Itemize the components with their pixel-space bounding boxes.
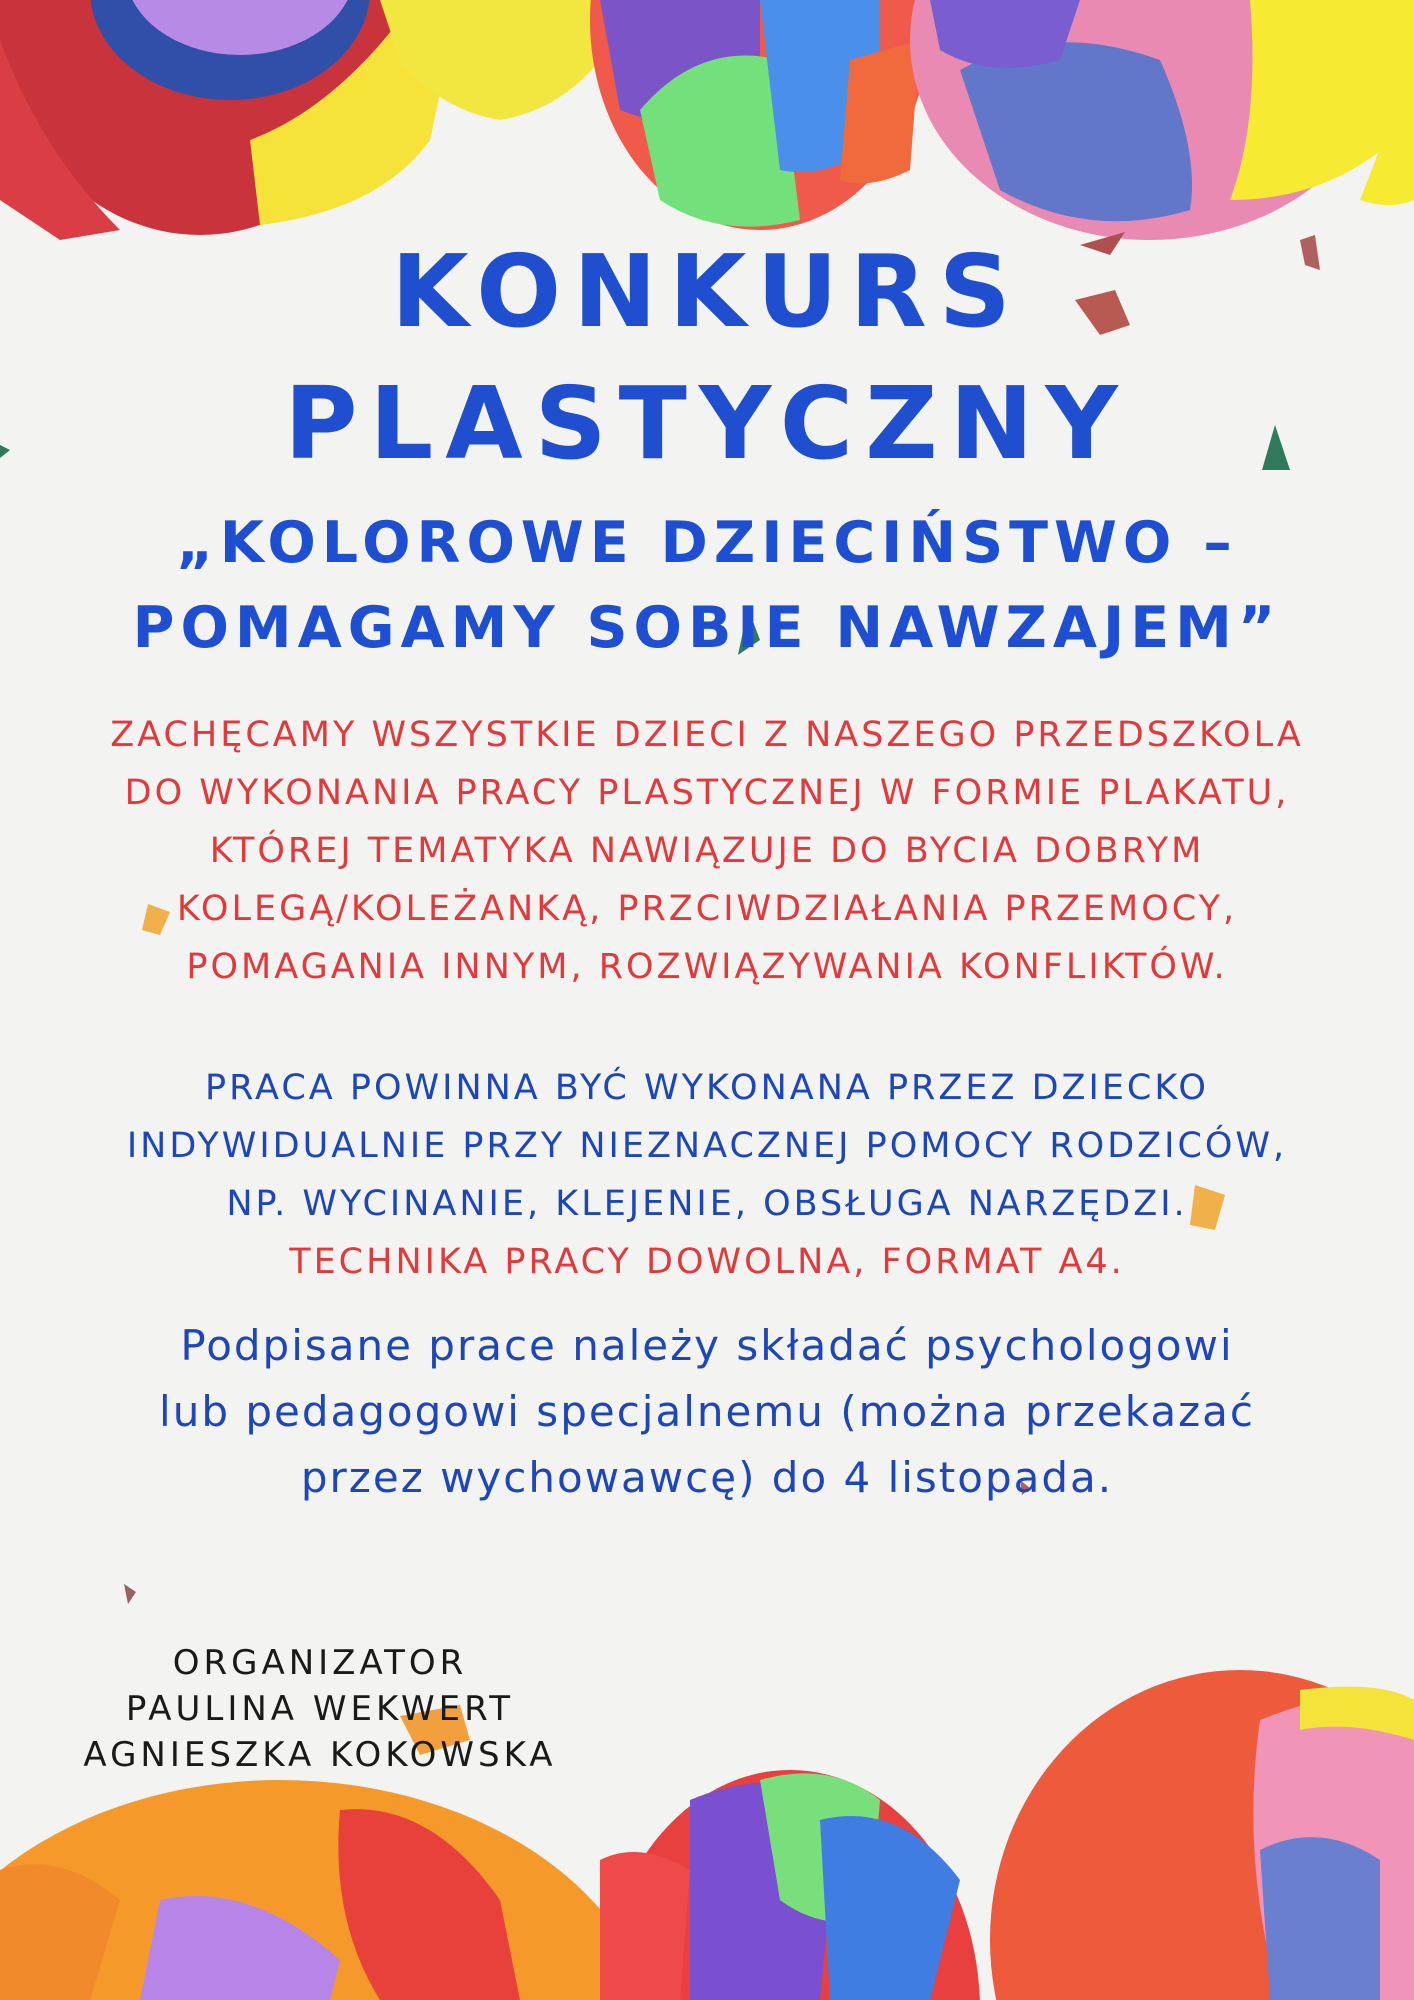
rules-paragraph — [0, 1059, 1414, 1291]
contest-subtitle-line-2: POMAGAMY SOBIE NAWZAJEM” — [132, 595, 1282, 661]
rules-line: INDYWIDUALNIE PRZY NIEZNACZNEJ POMOCY RODZICÓW, — [126, 1126, 1288, 1166]
submission-line: lub pedagogowi specjalnemu (można przekazać — [159, 1387, 1255, 1436]
confetti-piece — [124, 1584, 136, 1604]
intro-line: ZACHĘCAMY WSZYSTKIE DZIECI Z NASZEGO PRZEDSZKOLA — [110, 715, 1304, 755]
submission-line: przez wychowawcę) do 4 listopada. — [300, 1453, 1114, 1502]
organizer-block — [40, 1640, 600, 1778]
bottom-left-crayon-blob — [0, 1780, 660, 2000]
bottom-middle-crayon-blob — [600, 1770, 980, 2000]
intro-line: POMAGANIA INNYM, ROZWIĄZYWANIA KONFLIKTÓW. — [186, 947, 1228, 987]
submission-line: Podpisane prace należy składać psychologowi — [180, 1321, 1234, 1370]
technique-line: TECHNIKA PRACY DOWOLNA, FORMAT A4. — [289, 1242, 1125, 1282]
organizer-name: AGNIESZKA KOKOWSKA — [83, 1735, 557, 1775]
poster-title-line-1: KONKURS — [391, 233, 1023, 350]
poster-title-line-2: PLASTYCZNY — [284, 365, 1130, 482]
rules-line: NP. WYCINANIE, KLEJENIE, OBSŁUGA NARZĘDZI. — [226, 1184, 1188, 1224]
intro-line: DO WYKONANIA PRACY PLASTYCZNEJ W FORMIE PLAKATU, — [124, 773, 1290, 813]
bottom-right-crayon-blob — [990, 1670, 1414, 2000]
organizer-name: PAULINA WEKWERT — [125, 1689, 515, 1729]
submission-paragraph — [0, 1313, 1414, 1511]
organizer-label: ORGANIZATOR — [172, 1643, 468, 1683]
top-middle-crayon-blob — [590, 0, 930, 230]
intro-paragraph — [0, 706, 1414, 996]
rules-line: PRACA POWINNA BYĆ WYKONANA PRZEZ DZIECKO — [205, 1068, 1209, 1108]
top-left-crayon-blob — [0, 0, 460, 240]
intro-line: KOLEGĄ/KOLEŻANKĄ, PRZCIWDZIAŁANIA PRZEMOCY, — [176, 889, 1238, 929]
top-right-crayon-blob — [910, 0, 1414, 240]
contest-subtitle-line-1: „KOLOROWE DZIECIŃSTWO – — [176, 510, 1238, 576]
intro-line: KTÓREJ TEMATYKA NAWIĄZUJE DO BYCIA DOBRYM — [209, 831, 1205, 871]
